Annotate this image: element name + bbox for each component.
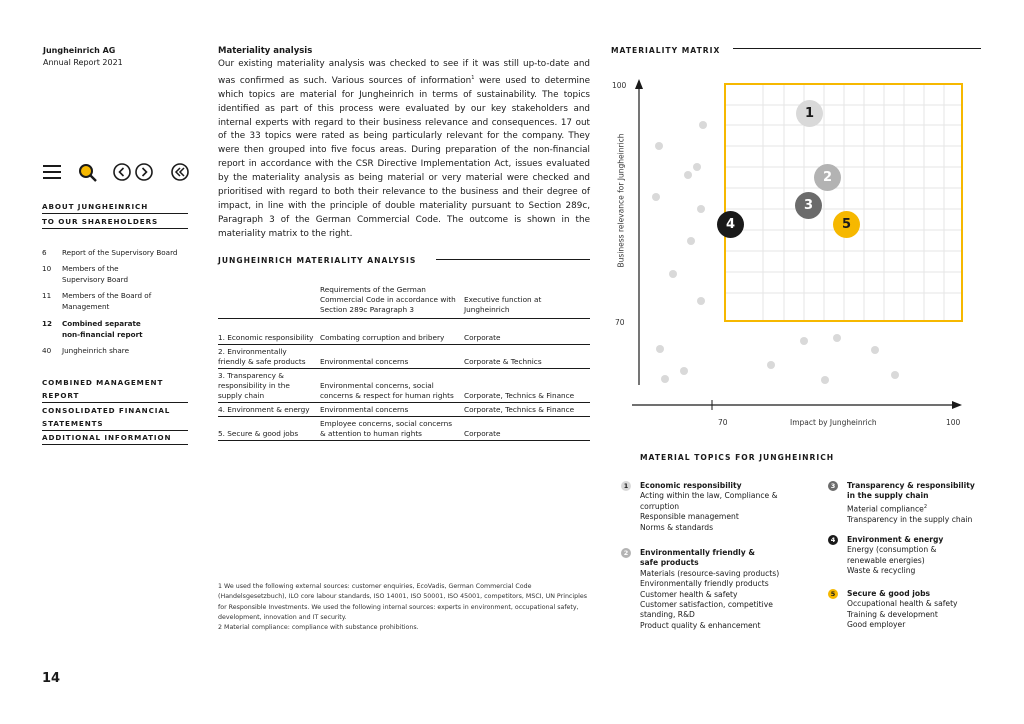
topic-transparency-supply-chain: Transparency & responsibility in the supply chain Material compliance$^2$ Transparency in the supply chain (847, 481, 975, 524)
topic-environment-energy: Environment & energy Energy (consumption & renewable energies) Waste & recycling (847, 535, 944, 576)
report-title: Annual Report 2021 (43, 58, 123, 67)
topic-badge-4: 4 (828, 535, 838, 545)
topic-badge-1: 1 (621, 481, 631, 491)
table-cell: Environmental concerns (320, 345, 464, 369)
page-number: 14 (42, 671, 61, 686)
topic-secure-good-jobs: Secure & good jobs Occupational health & safety Training & development Good employer (847, 589, 958, 630)
toc-title: Members of the Supervisory Board (62, 264, 129, 284)
previous-page-icon[interactable] (112, 162, 132, 186)
table-cell: 2. Environmentally friendly & safe products (218, 345, 320, 369)
table-title: JUNGHEINRICH MATERIALITY ANALYSIS (218, 256, 417, 265)
topic-badge-2: 2 (621, 548, 631, 558)
table-title-line (436, 259, 590, 260)
toc-number: 6 (42, 248, 47, 257)
y-axis-label: Business relevance for Jungheinrich (616, 133, 626, 268)
matrix-axes (632, 79, 962, 410)
topic-dot (655, 142, 663, 150)
table-cell: Corporate (464, 417, 590, 441)
matrix-topic-4[interactable]: 4 (717, 211, 744, 238)
topic-economic-responsibility: Economic responsibility Acting within the law, Compliance & corruption Responsible management Norms & standards (640, 481, 778, 532)
table-cell: Combating corruption and bribery (320, 319, 464, 345)
matrix-topic-3[interactable]: 3 (795, 192, 822, 219)
table-cell: 5. Secure & good jobs (218, 417, 320, 441)
table-cell: 3. Transparency & responsibility in the supply chain (218, 369, 320, 403)
topic-dot (652, 193, 660, 201)
navigation-icons (42, 162, 192, 186)
topic-dot (669, 270, 677, 278)
table-cell: Corporate & Technics (464, 345, 590, 369)
materiality-table (218, 285, 590, 441)
y-tick: 70 (615, 318, 625, 327)
matrix-title: MATERIALITY MATRIX (611, 46, 721, 55)
table-header: Requirements of the German Commercial Code in accordance with Section 289c Paragraph 3 (320, 285, 464, 319)
topic-badge-5: 5 (828, 589, 838, 599)
topic-dot (684, 171, 692, 179)
matrix-topic-5[interactable]: 5 (833, 211, 860, 238)
toc-title: Members of the Board of Management (62, 291, 152, 311)
table-row (218, 403, 590, 417)
matrix-topic-2[interactable]: 2 (814, 164, 841, 191)
table-cell: Corporate, Technics & Finance (464, 369, 590, 403)
toc-number: 10 (42, 264, 52, 273)
body-text: Our existing materiality analysis was checked to see if it was still up-to-date and was confirmed as such. Various sources of information$^1$ were used to determine which topics are material for Jungheinrich in terms of sustainability. The topics identified as part of this process were evaluated by our key stakeholders and internal experts with regard to their business relevance and consequences. 17 out of the 33 topics were rated as being particularly relevant for the company. They were then grouped into five focus areas. During preparation of the non-financial report in accordance with the CSR Directive Implementation Act, issues evaluated by the materiality analysis as being material or very material were checked and prioritised with regard to both their relevance to the business and their degree of impact, in line with the principle of double materiality pursuant to Section 289c, Paragraph 3 of the German Commercial Code. The outcome is shown in the materiality matrix to the right. (218, 59, 590, 239)
topic-dot (833, 334, 841, 342)
footnote-2: 2 Material compliance: compliance with substance prohibitions. (218, 624, 419, 632)
toc-number: 40 (42, 346, 52, 355)
topic-dot (687, 237, 695, 245)
table-row (218, 345, 590, 369)
table-row (218, 417, 590, 441)
section-about-jungheinrich[interactable]: ABOUT JUNGHEINRICH (42, 200, 188, 214)
table-cell: Corporate (464, 319, 590, 345)
topic-dot (661, 375, 669, 383)
matrix-grid (725, 84, 962, 321)
topic-dot (821, 376, 829, 384)
table-header (218, 285, 320, 319)
toc-number: 12 (42, 319, 53, 328)
back-to-start-icon[interactable] (170, 162, 190, 186)
matrix-topic-1[interactable]: 1 (796, 100, 823, 127)
topic-dot (693, 163, 701, 171)
toc-title: Jungheinrich share (62, 346, 129, 355)
search-icon[interactable] (78, 162, 98, 186)
matrix-title-line (733, 48, 981, 49)
topic-dot (800, 337, 808, 345)
table-cell: Employee concerns, social concerns & attention to human rights (320, 417, 464, 441)
footnote-1: 1 We used the following external sources: customer enquiries, EcoVadis, German Commercial Code (Handelsgesetzbuch), ILO core labour standards, ISO 14001, ISO 50001, ISO 45001, competitors, MSCI, UN Principles for Responsible Investments. We used the following internal sources: experts in environment, occupational safety, development, innovation and IT security. (218, 583, 588, 621)
table-cell: Corporate, Technics & Finance (464, 403, 590, 417)
menu-icon[interactable] (42, 162, 62, 186)
footnotes (218, 582, 592, 633)
topic-dot (891, 371, 899, 379)
table-cell: Environmental concerns, social concerns & respect for human rights (320, 369, 464, 403)
section-additional-information[interactable]: ADDITIONAL INFORMATION (42, 431, 188, 445)
table-cell: 1. Economic responsibility (218, 319, 320, 345)
footnote-ref[interactable]: 1 (471, 74, 475, 81)
table-row (218, 369, 590, 403)
x-tick: 100 (946, 418, 961, 427)
topic-dot (680, 367, 688, 375)
topic-badge-3: 3 (828, 481, 838, 491)
x-axis-label: Impact by Jungheinrich (790, 418, 877, 427)
topic-dot (699, 121, 707, 129)
topic-dot (697, 297, 705, 305)
toc-number: 11 (42, 291, 52, 300)
y-tick: 100 (612, 81, 627, 90)
section-title: Materiality analysis (218, 46, 313, 56)
topic-dot (697, 205, 705, 213)
section-combined-management-report[interactable]: COMBINED MANAGEMENT REPORT (42, 378, 164, 400)
toc-title: Combined separate non-financial report (62, 319, 143, 339)
table-row (218, 319, 590, 345)
x-tick: 70 (718, 418, 728, 427)
material-topics-title: MATERIAL TOPICS FOR JUNGHEINRICH (640, 453, 835, 462)
topic-dot (656, 345, 664, 353)
table-cell: Environmental concerns (320, 403, 464, 417)
table-header: Executive function at Jungheinrich (464, 285, 590, 319)
topic-environmentally-friendly-products: Environmentally friendly & safe products Materials (resource-saving products) Environmentally friendly products Customer health & safety Customer satisfaction, competitive standing, R&D Product quality & enhancement (640, 548, 780, 630)
toc-title: Report of the Supervisory Board (62, 248, 178, 257)
topic-dot (767, 361, 775, 369)
topic-dot (871, 346, 879, 354)
table-cell: 4. Environment & energy (218, 403, 320, 417)
next-page-icon[interactable] (134, 162, 154, 186)
section-to-our-shareholders[interactable]: TO OUR SHAREHOLDERS (42, 215, 188, 229)
company-name: Jungheinrich AG (43, 46, 116, 55)
section-consolidated-financial-statements[interactable]: CONSOLIDATED FINANCIAL STATEMENTS (42, 404, 188, 431)
